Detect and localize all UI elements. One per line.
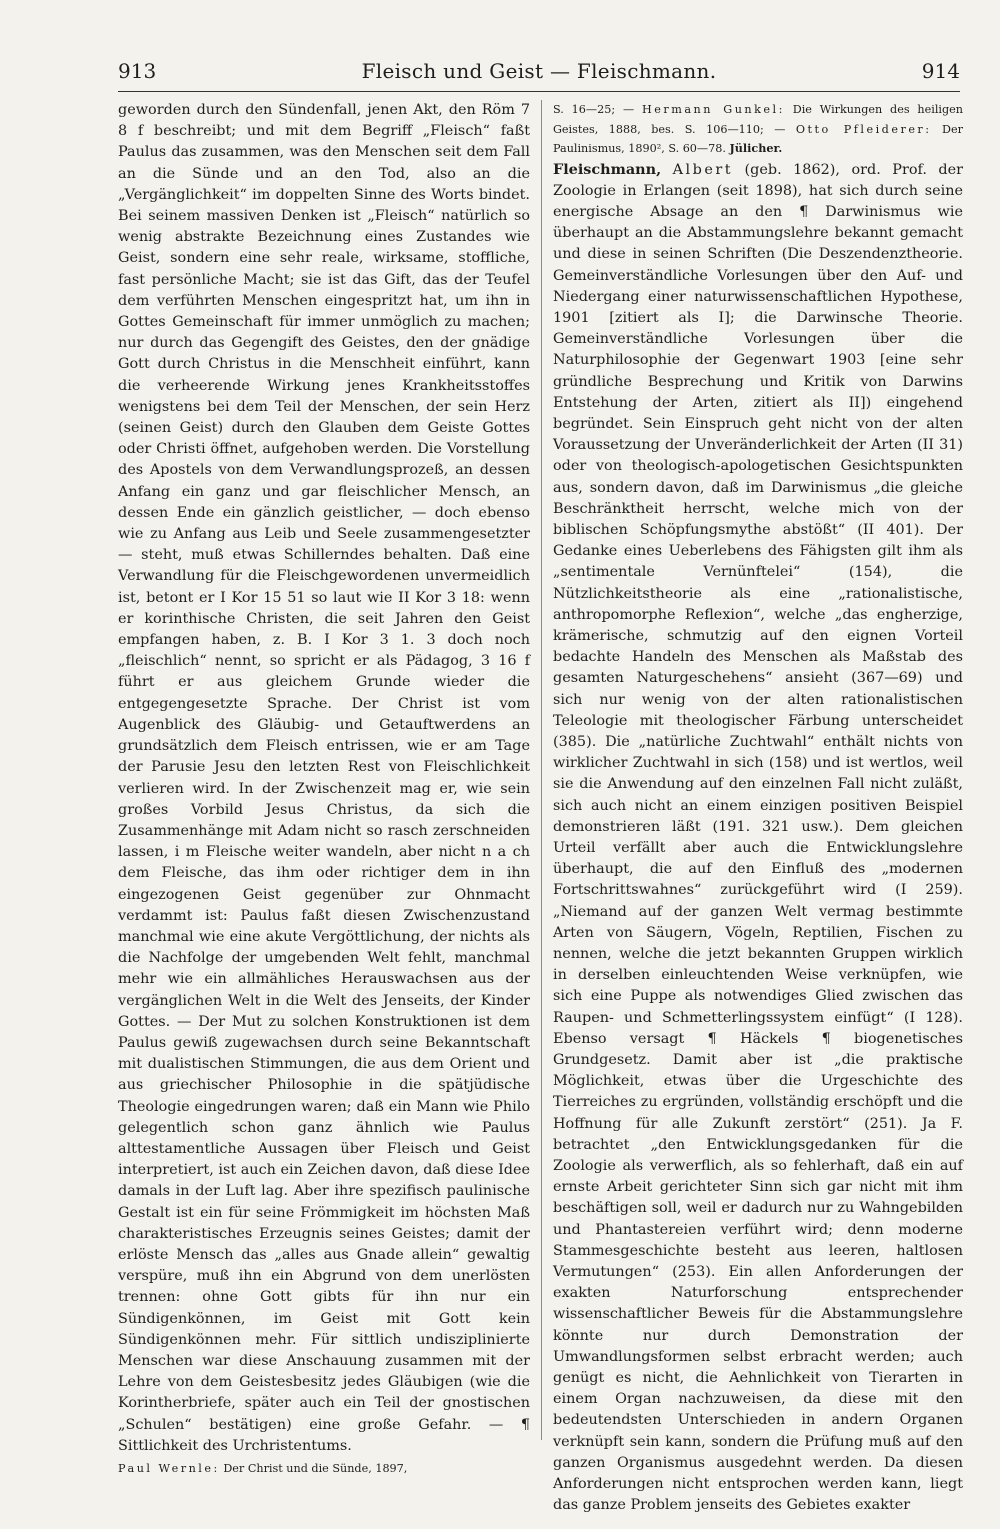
entry-fleischmann <box>553 159 963 1517</box>
article-signature: Jülicher. <box>729 141 783 155</box>
left-body-text: geworden durch den Sündenfall, jenen Akt, den Röm 7 8 f beschreibt; und mit dem Begriff „Fleisch“ faßt Paulus das zusammen, was den Menschen seit dem Fall an die Sünde und an den Tod, also an die „Vergänglichkeit“ im doppelten Sinne des Worts bindet. Bei seinem massiven Denken ist „Fleisch“ natürlich so wenig abstrakte Bezeichnung eines Zustandes wie Geist, sondern eine sehr reale, wirksame, stoffliche, fast persönliche Macht; sie ist das Gift, das der Teufel dem verführten Menschen eingespritzt hat, um ihn in Gottes Gemeinschaft für immer unmöglich zu machen; nur durch das Gegengift des Geistes, den der gnädige Gott durch Christus in die Menschheit einführt, kann die verheerende Wirkung jenes Krankheitsstoffes wenigstens bei dem Teil der Menschen, der sein Herz (seinen Geist) durch den Glauben dem Geiste Gottes oder Christi öffnet, aufgehoben werden. Die Vorstellung des Apostels von dem Verwandlungsprozeß, an dessen Anfang ein ganz und gar fleischlicher Mensch, an dessen Ende ein gänzlich geistlicher, — doch ebenso wie zu Anfang aus Leib und Seele zusammengesetzter — steht, muß etwas Schillerndes behalten. Daß eine Verwandlung für die Fleischgewordenen unvermeidlich ist, betont er I Kor 15 51 so laut wie II Kor 3 18: wenn er korinthische Christen, die seit Jahren den Geist empfangen haben, z. B. I Kor 3 1. 3 doch noch „fleischlich“ nennt, so spricht er als Pädagog, 3 16 f führt er aus gleichem Grunde wieder die entgegengesetzte Sprache. Der Christ ist vom Augenblick des Gläubig- und Getauftwerdens an grundsätzlich dem Fleisch entrissen, wie er am Tage der Parusie Jesu den letzten Rest von Fleischlichkeit verlieren wird. In der Zwischenzeit mag er, wie sein großes Vorbild Jesus Christus, da sich die Zusammenhänge mit Adam nicht so rasch zerschneiden lassen, i m Fleische weiter wandeln, aber nicht n a ch dem Fleische, das ihm oder richtiger dem in ihn eingezogenen Geist gegenüber zur Ohnmacht verdammt ist: Paulus faßt diesen Zwischenzustand manchmal wie eine akute Vergöttlichung, der nichts als die Nachfolge der umgebenden Welt fehlt, manchmal mehr wie ein allmähliches Herauswachsen aus der vergänglichen Welt in die Welt des Jenseits, der Kinder Gottes. — Der Mut zu solchen Konstruktionen ist dem Paulus gewiß zugewachsen durch seine Bekanntschaft mit dualistischen Stimmungen, die aus dem Orient und aus griechischer Philosophie in die spätjüdische Theologie eingedrungen waren; daß ein Mann wie Philo gelegentlich schon ganz ähnlich wie Paulus alttestamentliche Aussagen über Fleisch und Geist interpretiert, ist auch ein Zeichen davon, daß diese Idee damals in der Luft lag. Aber ihre spezifisch paulinische Gestalt ist ein für seine Frömmigkeit im höchsten Maß charakteristisches Erzeugnis seines Geistes; damit der erlöste Mensch das „alles aus Gnade allein“ gewaltig verspüre, muß ihn ein Abgrund von dem unerlösten trennen: ohne Gott gibts für ihn nur ein Sündigenkönnen, im Geist mit Gott kein Sündigenkönnen mehr. Für sittlich undisziplinierte Menschen war diese Anschauung zusammen mit der Lehre von dem Geistesbesitz jedes Gläubigen (wie die Korintherbriefe, später auch ein Teil der gnostischen „Schulen“ bestätigen) eine große Gefahr. — ¶ Sittlichkeit des Urchristentums. <box>118 102 530 1454</box>
lit-title-pfleiderer: Der Paulinismus, 1890², S. 60—78. <box>553 122 963 155</box>
running-title: Fleisch und Geist — Fleischmann. <box>361 59 717 83</box>
lit-title-gunkel: Die Wirkungen des heiligen Geistes, 1888, bes. S. 106—110; — <box>553 103 963 136</box>
lit-author-wernle: Paul Wernle: <box>118 1462 220 1475</box>
page-header <box>118 55 960 87</box>
entry-headword: Fleischmann, <box>553 160 662 178</box>
lit-title-wernle: Der Christ und die Sünde, 1897, <box>223 1462 408 1475</box>
left-column <box>118 100 530 1478</box>
entry-firstname: Albert <box>672 161 734 178</box>
header-rule <box>118 91 960 92</box>
page-number-right: 914 <box>921 59 960 83</box>
page-number-left: 913 <box>118 59 157 83</box>
entry-body-text: (geb. 1862), ord. Prof. der Zoologie in Erlangen (seit 1898), hat sich durch seine energische Absage an den ¶ Darwinismus wie überhaupt an die Abstammungslehre bekannt gemacht und diese in seinen Schriften (Die Deszendenztheorie. Gemeinverständliche Vorlesungen über den Auf- und Niedergang einer naturwissenschaftlichen Hypothese, 1901 [zitiert als I]; die Darwinsche Theorie. Gemeinverständliche Vorlesungen über die Naturphilosophie der Gegenwart 1903 [eine sehr gründliche Besprechung und Kritik von Darwins Entstehung der Arten, zitiert als II]) eingehend begründet. Sein Einspruch geht nicht von der alten Voraussetzung der Unveränderlichkeit der Arten (II 31) oder von theologisch-apologetischen Gesichtspunkten aus, sondern davon, daß im Darwinismus „die gleiche Beschränktheit herrscht, welche mich von der biblischen Schöpfungsmythe abstößt“ (II 401). Der Gedanke eines Ueberlebens des Fähigsten gilt ihm als „sentimentale Vernünftelei“ (154), die Nützlichkeitstheorie als eine „rationalistische, anthropomorphe Reflexion“, welche „das engherzige, krämerische, schmutzig auf den eignen Vorteil bedachte Handeln des Menschen als Maßstab des gesamten Naturgeschehens“ ansieht (367—69) und sich nur wenig von der alten rationalistischen Teleologie mit theologischer Färbung unterscheidet (385). Die „natürliche Zuchtwahl“ enthält nichts von wirklicher Zuchtwahl in sich (158) und ist wertlos, weil sie die Anwendung auf den einzelnen Fall nicht zuläßt, sich auch nicht an einem einzigen positiven Beispiel demonstrieren läßt (191. 321 usw.). Dem gleichen Urteil verfällt aber auch die Entwicklungslehre überhaupt, die auf den Einfluß des „modernen Fortschrittswahnes“ zurückgeführt wird (I 259). „Niemand auf der ganzen Welt vermag bestimmte Arten von Säugern, Vögeln, Reptilien, Fischen zu nennen, welche die jetzt bekannten Gruppen wirklich in derselben einleuchtenden Weise verknüpfen, wie sich eine Puppe als notwendiges Glied zwischen das Raupen- und Schmetterlingssystem einfügt“ (I 128). Ebenso versagt ¶ Häckels ¶ biogenetisches Grundgesetz. Damit aber ist „die praktische Möglichkeit, etwas über die Urgeschichte des Tierreiches zu ergründen, vollständig erschöpft und die Hoffnung für alle Zukunft zerstört“ (251). Ja F. betrachtet „den Entwicklungsgedanken für die Zoologie als verwerflich, als so fehlerhaft, daß ein auf ernste Arbeit gerichteter Sinn sich gar nicht mit ihm beschäftigen soll, weil er dadurch nur zu Wahngebilden und Phantastereien verführt wird; denn moderne Stammesgeschichte besteht aus leeren, haltlosen Vermutungen“ (253). Ein allen Anforderungen der exakten Naturforschung entsprechender wissenschaftlicher Beweis für die Abstammungslehre könnte nur durch Demonstration der Umwandlungsformen selbst erbracht werden; auch genügt es nicht, die Aehnlichkeit von Tierarten in einem Organ nachzuweisen, da diese mit den bedeutendsten Unterschieden in andern Organen verknüpft sein kann, sondern die Prüfung muß auf den ganzen Organismus ausgedehnt werden. Da diesen Anforderungen nicht entsprochen werden kann, liegt das ganze Problem jenseits des Gebietes exakter <box>553 161 963 1514</box>
left-literature <box>118 1459 530 1478</box>
lit-author-pfleiderer: Otto Pfleiderer: <box>795 122 932 136</box>
right-column <box>553 100 963 1517</box>
lit-author-gunkel: Hermann Gunkel: <box>642 103 785 116</box>
lit-start: S. 16—25; — <box>553 103 635 116</box>
column-divider <box>541 100 542 1440</box>
right-literature <box>553 100 963 159</box>
